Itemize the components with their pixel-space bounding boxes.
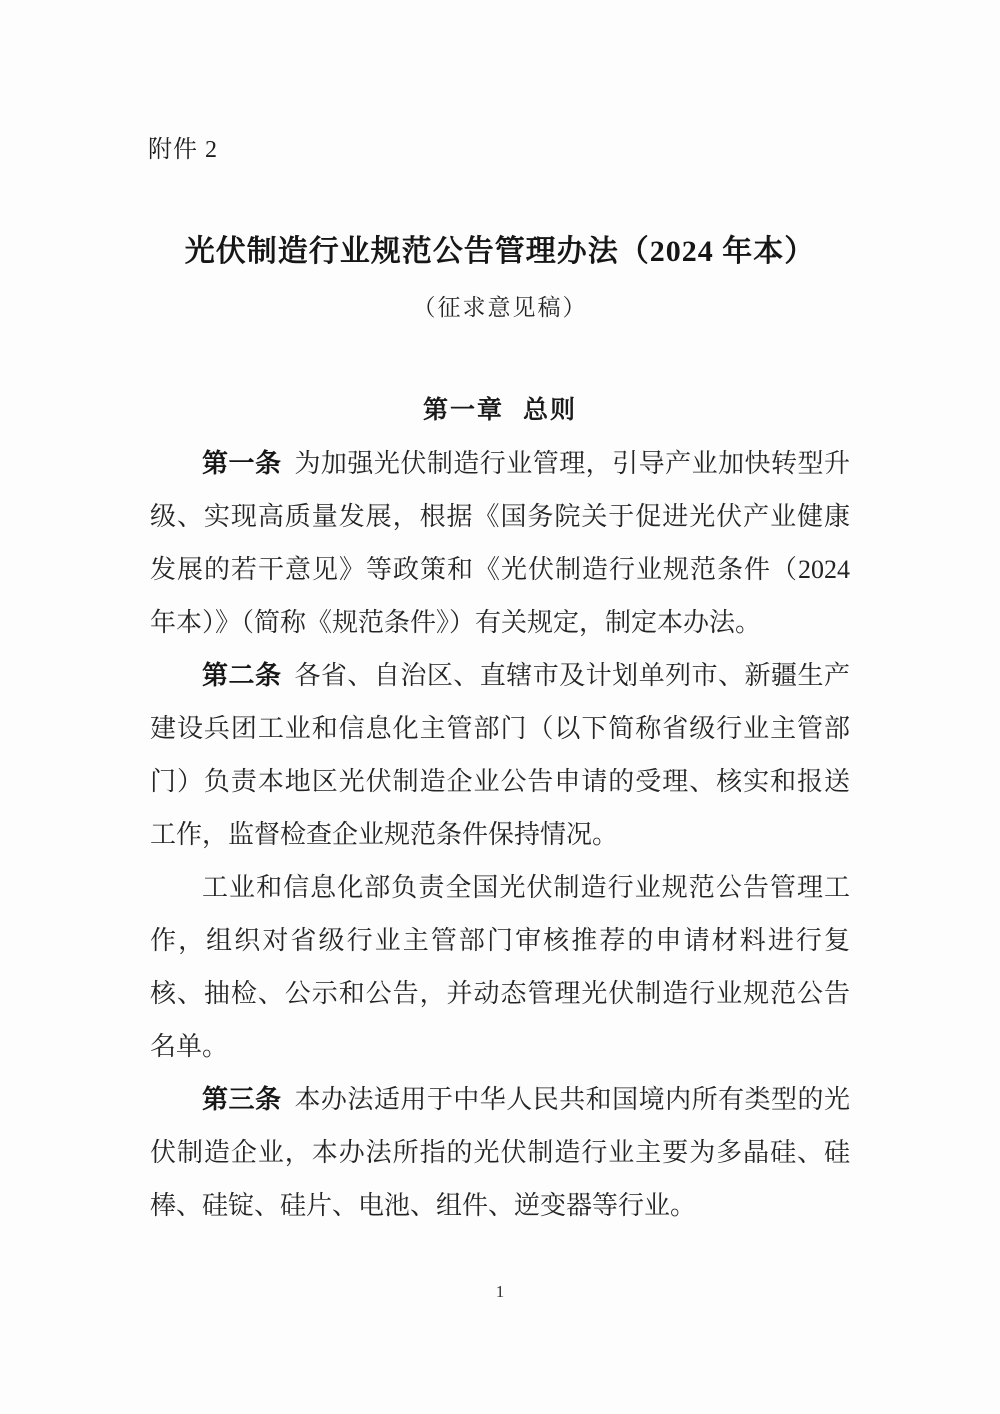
document-subtitle: （征求意见稿）	[412, 295, 588, 320]
article-3-text: 工业和信息化部负责全国光伏制造行业规范公告管理工作，组织对省级行业主管部门审核推荐的申请材料进行复核、抽检、公示和公告，并动态管理光伏制造行业规范公告名单。	[150, 873, 850, 1061]
document-title: 光伏制造行业规范公告管理办法（2024 年本）	[184, 235, 816, 268]
article-1-text: 为加强光伏制造行业管理，引导产业加快转型升级、实现高质量发展，根据《国务院关于促进光伏产业健康发展的若干意见》等政策和《光伏制造行业规范条件（2024年本）》（简称《规范条件》）有关规定，制定本办法。	[150, 449, 850, 637]
article-2-text: 各省、自治区、直辖市及计划单列市、新疆生产建设兵团工业和信息化主管部门（以下简称省级行业主管部门）负责本地区光伏制造企业公告申请的受理、核实和报送工作，监督检查企业规范条件保持情况。	[150, 661, 850, 849]
page-number: 1	[495, 1282, 505, 1301]
article-2-label: 第二条	[202, 660, 282, 690]
article-paragraph-4	[150, 1073, 850, 1232]
article-paragraph-2	[150, 649, 850, 861]
article-1-label: 第一条	[202, 448, 282, 478]
attachment-label: 附件 2	[148, 137, 218, 163]
article-paragraph-1	[150, 437, 850, 649]
document-body	[150, 437, 850, 1232]
article-paragraph-3	[150, 861, 850, 1073]
article-4-text: 本办法适用于中华人民共和国境内所有类型的光伏制造企业，本办法所指的光伏制造行业主要为多晶硅、硅棒、硅锭、硅片、电池、组件、逆变器等行业。	[150, 1085, 850, 1220]
article-4-label: 第三条	[202, 1084, 282, 1114]
chapter-heading: 第一章 总则	[423, 396, 577, 424]
